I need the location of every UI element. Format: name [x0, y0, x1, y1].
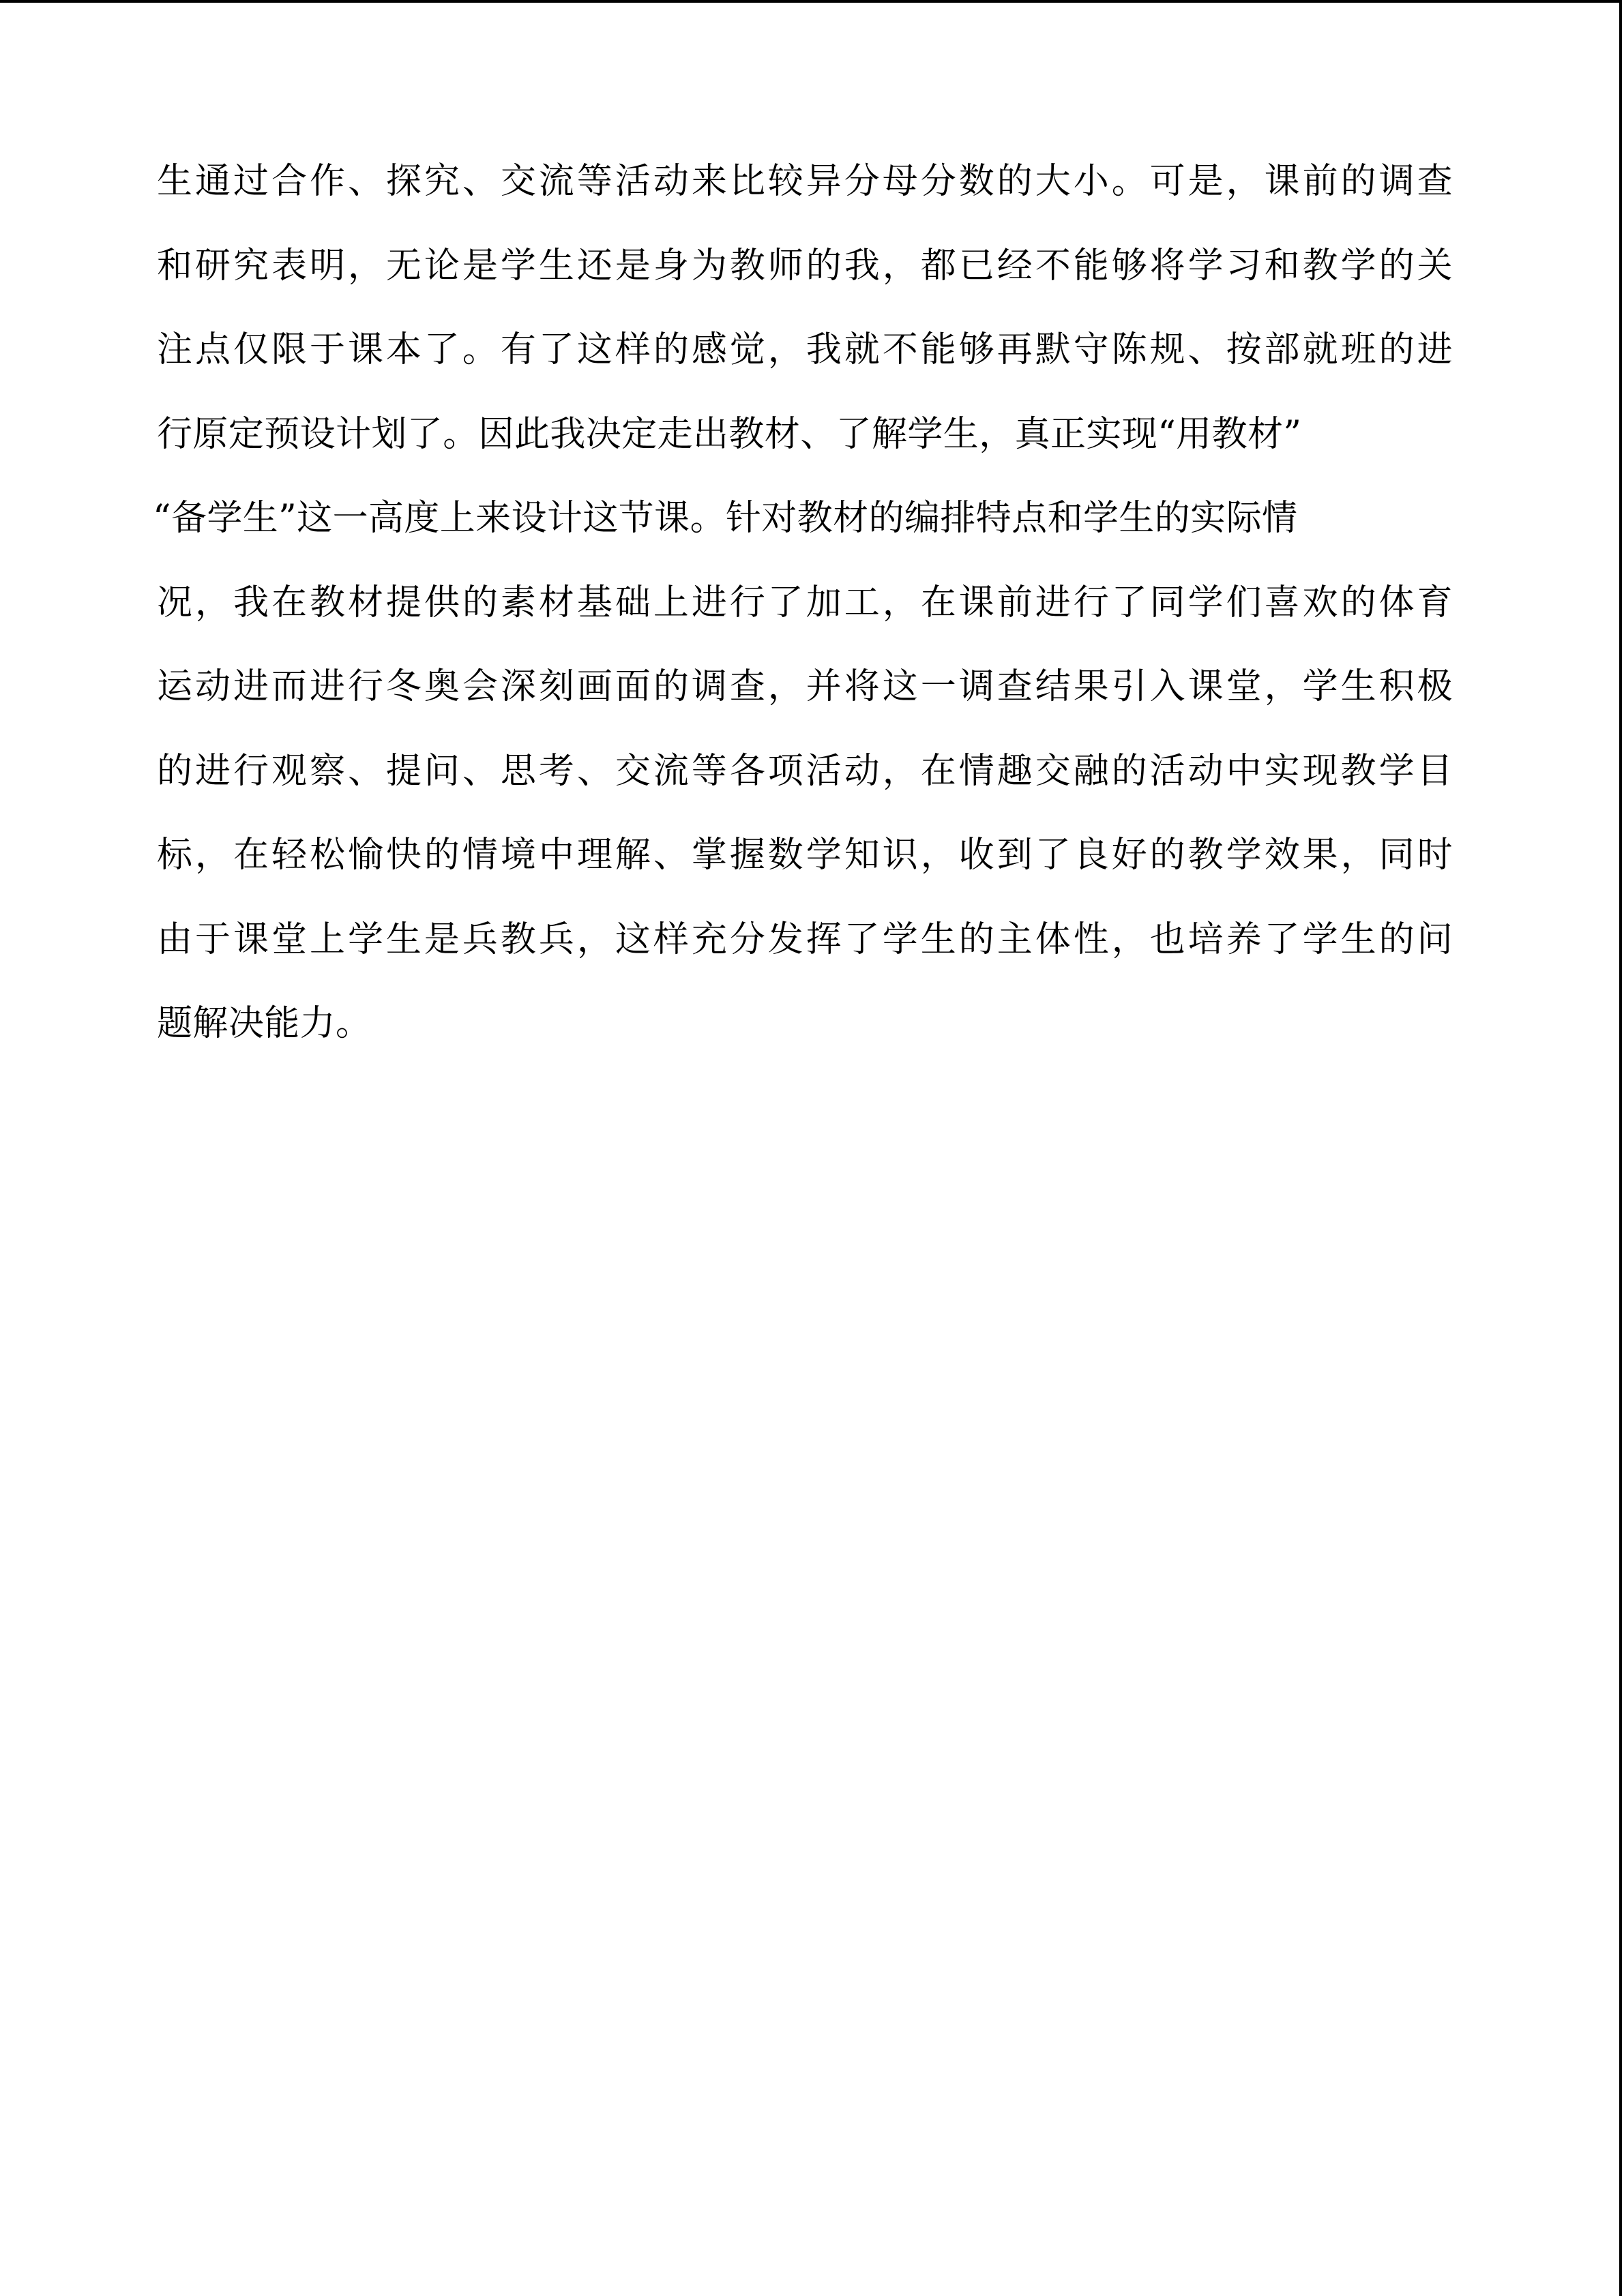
text-line-10: 由于课堂上学生是兵教兵，这样充分发挥了学生的主体性，也培养了学生的问: [157, 919, 1453, 960]
text-line-11: 题解决能力。: [157, 1003, 372, 1044]
text-line-1: 生通过合作、探究、交流等活动来比较异分母分数的大小。可是，课前的调查: [157, 161, 1453, 202]
text-line-3: 注点仅限于课本了。有了这样的感觉，我就不能够再默守陈规、按部就班的进: [157, 329, 1453, 370]
text-line-6: 况，我在教材提供的素材基础上进行了加工，在课前进行了同学们喜欢的体育: [157, 582, 1453, 623]
text-line-8: 的进行观察、提问、思考、交流等各项活动，在情趣交融的活动中实现教学目: [157, 751, 1453, 792]
text-line-5: “备学生”这一高度上来设计这节课。针对教材的编排特点和学生的实际情: [153, 498, 1298, 539]
text-line-9: 标，在轻松愉快的情境中理解、掌握数学知识，收到了良好的教学效果，同时: [157, 835, 1453, 876]
text-line-4: 行原定预设计划了。因此我决定走出教材、了解学生，真正实现“用教材”: [157, 414, 1302, 455]
text-line-2: 和研究表明，无论是学生还是身为教师的我，都已经不能够将学习和教学的关: [157, 245, 1453, 286]
text-line-7: 运动进而进行冬奥会深刻画面的调查，并将这一调查结果引入课堂，学生积极: [157, 666, 1453, 707]
